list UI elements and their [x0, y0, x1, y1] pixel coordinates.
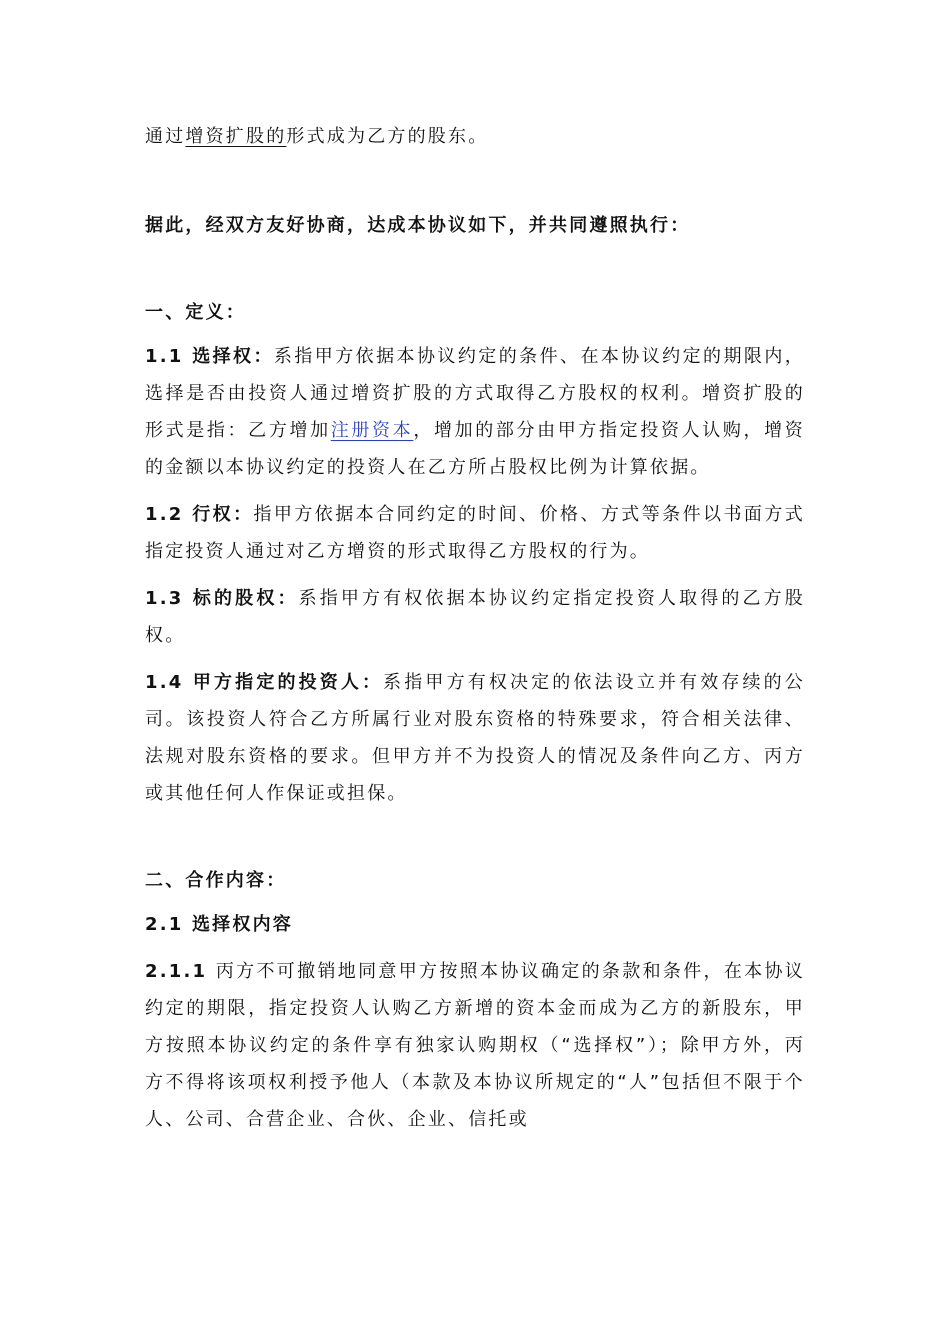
subsection-number: 2.1 — [145, 914, 192, 935]
section2-heading: 二、合作内容： — [145, 870, 287, 891]
definition-1-4 — [145, 664, 805, 812]
definition-number: 1.4 — [145, 672, 193, 693]
subsection-title: 选择权内容 — [191, 914, 293, 935]
definition-colon: ： — [277, 588, 299, 609]
registered-capital-link[interactable]: 注册资本 — [330, 420, 414, 441]
definition-number: 1.3 — [145, 588, 193, 609]
definition-term: 行权 — [192, 504, 234, 525]
definition-text: 系指甲方有权决定的依法设立并有效存续的公司。该投资人符合乙方所属行业对股东资格的特殊要求，符合相关法律、法规对股东资格的要求。但甲方并不为投资人的情况及条件向乙方、丙方或其他任何人作保证或担保。 — [145, 672, 805, 804]
clause-2-1-1 — [145, 953, 805, 1138]
definition-text: 系指甲方依据本协议约定的条件、在本协议约定的期限内，选择是否由投资人通过增资扩股的方式取得乙方股权的权利。增资扩股的形式是指：乙方增加 — [145, 346, 805, 441]
section1-heading: 一、定义： — [145, 302, 246, 323]
definition-colon: ： — [233, 504, 254, 525]
intro-underlined-term: 增资扩股的 — [185, 126, 287, 147]
document-body — [145, 118, 805, 1138]
intro-paragraph — [145, 118, 805, 155]
definition-term: 选择权 — [192, 346, 254, 367]
definition-text: 系指甲方有权依据本协议约定指定投资人取得的乙方股权。 — [145, 588, 805, 646]
definition-text-cont: ，增加的部分由甲方指定投资人认购，增资的金额以本协议约定的投资人在乙方所占股权比例为计算依据。 — [145, 420, 805, 478]
definition-1-3 — [145, 580, 805, 654]
preamble: 据此，经双方友好协商，达成本协议如下，并共同遵照执行： — [145, 215, 691, 236]
clause-number: 2.1.1 — [145, 961, 216, 982]
definition-1-2 — [145, 496, 805, 570]
definition-number: 1.2 — [145, 504, 193, 525]
definition-number: 1.1 — [145, 346, 193, 367]
definition-term: 甲方指定的投资人 — [192, 672, 363, 693]
intro-prefix: 通过 — [145, 126, 186, 147]
clause-text: 丙方不可撤销地同意甲方按照本协议确定的条款和条件，在本协议约定的期限，指定投资人认购乙方新增的资本金而成为乙方的新股东，甲方按照本协议约定的条件享有独家认购期权（“选择权”）；除甲方外，丙方不得将该项权利授予他人（本款及本协议所规定的“人”包括但不限于个人、公司、合营企业、合伙、企业、信托或 — [145, 961, 806, 1130]
definition-term: 标的股权 — [192, 588, 278, 609]
definition-text: 指甲方依据本合同约定的时间、价格、方式等条件以书面方式指定投资人通过对乙方增资的形式取得乙方股权的行为。 — [145, 504, 805, 562]
definition-1-1 — [145, 338, 805, 486]
subsection-2-1-heading — [145, 906, 805, 943]
definition-colon: ： — [362, 672, 384, 693]
intro-suffix: 形式成为乙方的股东。 — [286, 126, 489, 147]
definition-colon: ： — [253, 346, 274, 367]
